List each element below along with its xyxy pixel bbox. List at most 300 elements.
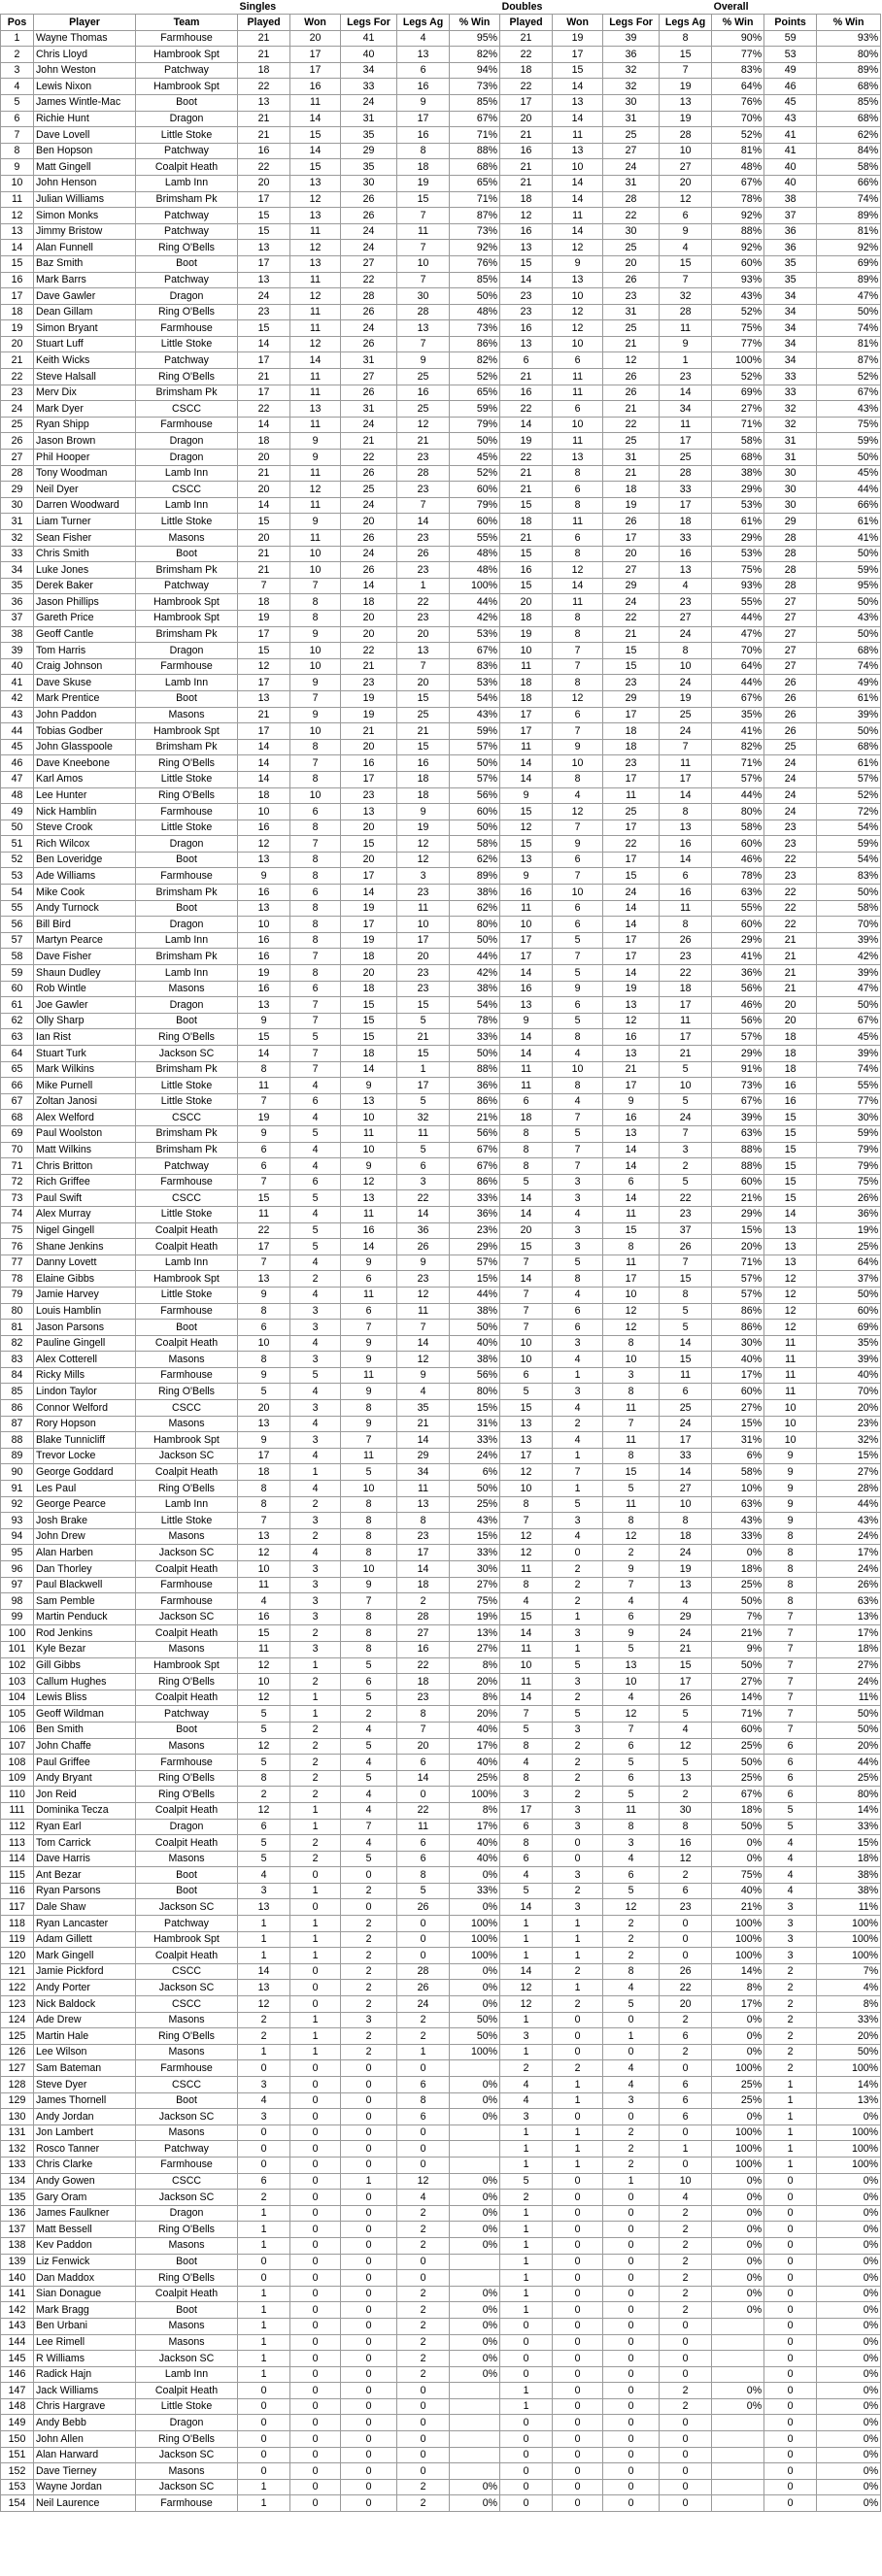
- cell-doubles-won: 0: [553, 2463, 603, 2480]
- cell-singles-won: 9: [290, 626, 341, 643]
- cell-doubles-legs-for: 11: [603, 1496, 660, 1513]
- cell-singles-legs-ag: 15: [397, 1046, 450, 1062]
- cell-overall-win-pct: 62%: [817, 127, 881, 144]
- cell-singles-played: 0: [238, 2415, 290, 2431]
- cell-singles-played: 22: [238, 79, 290, 95]
- cell-singles-won: 0: [290, 2205, 341, 2222]
- cell-doubles-legs-ag: 27: [660, 159, 712, 176]
- table-row: [1, 2254, 881, 2270]
- cell-doubles-played: 8: [500, 1835, 553, 1852]
- cell-doubles-win-pct: 0%: [712, 2173, 764, 2190]
- cell-overall-points: 0: [764, 2286, 817, 2302]
- cell-doubles-won: 7: [553, 820, 603, 836]
- cell-singles-win-pct: 6%: [450, 1464, 500, 1481]
- table-row: [1, 707, 881, 723]
- cell-doubles-legs-for: 14: [603, 965, 660, 982]
- cell-doubles-legs-for: 1: [603, 2173, 660, 2190]
- cell-team: Farmhouse: [136, 1303, 238, 1320]
- cell-doubles-win-pct: 56%: [712, 1013, 764, 1029]
- cell-singles-win-pct: 0%: [450, 2351, 500, 2367]
- cell-doubles-win-pct: 18%: [712, 1561, 764, 1578]
- cell-doubles-win-pct: 0%: [712, 2028, 764, 2045]
- group-doubles: Doubles: [500, 0, 712, 15]
- cell-singles-played: 8: [238, 1303, 290, 1320]
- cell-singles-won: 0: [290, 2479, 341, 2495]
- cell-doubles-legs-ag: 8: [660, 1287, 712, 1303]
- cell-singles-legs-for: 17: [341, 771, 397, 787]
- cell-singles-won: 0: [290, 1980, 341, 1996]
- cell-doubles-won: 4: [553, 787, 603, 804]
- cell-singles-legs-ag: 13: [397, 320, 450, 337]
- cell-doubles-legs-for: 22: [603, 610, 660, 626]
- cell-singles-played: 10: [238, 917, 290, 933]
- cell-singles-win-pct: 40%: [450, 1722, 500, 1738]
- cell-doubles-won: 2: [553, 1787, 603, 1803]
- cell-doubles-win-pct: [712, 2495, 764, 2512]
- cell-doubles-won: 0: [553, 2286, 603, 2302]
- cell-doubles-legs-ag: 4: [660, 1593, 712, 1610]
- cell-pos: 22: [1, 369, 34, 385]
- cell-overall-win-pct: 25%: [817, 1770, 881, 1787]
- cell-doubles-win-pct: 77%: [712, 47, 764, 63]
- cell-pos: 15: [1, 255, 34, 272]
- cell-overall-points: 0: [764, 2383, 817, 2399]
- cell-singles-played: 8: [238, 1352, 290, 1368]
- cell-overall-points: 4: [764, 1835, 817, 1852]
- cell-doubles-played: 18: [500, 514, 553, 530]
- cell-singles-legs-ag: 12: [397, 836, 450, 853]
- cell-singles-legs-for: 0: [341, 2109, 397, 2125]
- cell-singles-legs-ag: 18: [397, 159, 450, 176]
- cell-doubles-won: 2: [553, 1561, 603, 1578]
- cell-team: Masons: [136, 1641, 238, 1657]
- cell-doubles-legs-for: 7: [603, 1416, 660, 1432]
- cell-singles-legs-ag: 16: [397, 127, 450, 144]
- cell-doubles-legs-ag: 6: [660, 2109, 712, 2125]
- cell-pos: 109: [1, 1770, 34, 1787]
- cell-player: Alex Cotterell: [34, 1352, 136, 1368]
- cell-singles-won: 10: [290, 723, 341, 740]
- cell-doubles-legs-ag: 0: [660, 2479, 712, 2495]
- cell-doubles-legs-ag: 5: [660, 1093, 712, 1110]
- cell-singles-legs-ag: 0: [397, 2431, 450, 2448]
- cell-doubles-played: 0: [500, 2479, 553, 2495]
- cell-doubles-won: 17: [553, 47, 603, 63]
- cell-overall-points: 38: [764, 191, 817, 208]
- cell-singles-played: 21: [238, 111, 290, 127]
- cell-pos: 30: [1, 497, 34, 514]
- cell-doubles-legs-ag: 11: [660, 900, 712, 917]
- cell-doubles-legs-ag: 5: [660, 1303, 712, 1320]
- cell-overall-points: 27: [764, 658, 817, 675]
- cell-singles-legs-ag: 28: [397, 465, 450, 482]
- cell-pos: 106: [1, 1722, 34, 1738]
- cell-doubles-win-pct: 25%: [712, 1577, 764, 1593]
- cell-singles-legs-for: 19: [341, 932, 397, 949]
- cell-overall-win-pct: 26%: [817, 1190, 881, 1207]
- cell-doubles-legs-for: 15: [603, 868, 660, 885]
- cell-doubles-win-pct: 31%: [712, 1432, 764, 1449]
- table-row: [1, 836, 881, 853]
- cell-singles-played: 17: [238, 352, 290, 369]
- table-row: [1, 450, 881, 466]
- cell-singles-played: 14: [238, 739, 290, 755]
- cell-singles-win-pct: 100%: [450, 578, 500, 594]
- cell-singles-win-pct: 45%: [450, 450, 500, 466]
- cell-pos: 87: [1, 1416, 34, 1432]
- cell-singles-played: 11: [238, 1577, 290, 1593]
- cell-pos: 123: [1, 1996, 34, 2013]
- cell-doubles-legs-for: 2: [603, 1916, 660, 1932]
- cell-overall-points: 21: [764, 965, 817, 982]
- cell-doubles-win-pct: 60%: [712, 1174, 764, 1190]
- cell-doubles-legs-ag: 0: [660, 1916, 712, 1932]
- cell-pos: 105: [1, 1706, 34, 1723]
- cell-overall-points: 0: [764, 2190, 817, 2206]
- cell-pos: 144: [1, 2334, 34, 2351]
- cell-doubles-legs-for: 2: [603, 2124, 660, 2141]
- cell-overall-points: 26: [764, 723, 817, 740]
- cell-doubles-won: 5: [553, 1496, 603, 1513]
- cell-pos: 45: [1, 739, 34, 755]
- cell-singles-legs-for: 13: [341, 804, 397, 820]
- cell-doubles-legs-ag: 25: [660, 1400, 712, 1417]
- cell-doubles-win-pct: [712, 2463, 764, 2480]
- table-row: [1, 1255, 881, 1271]
- table-row: [1, 240, 881, 256]
- cell-singles-played: 3: [238, 1883, 290, 1899]
- cell-team: Coalpit Heath: [136, 2286, 238, 2302]
- cell-singles-legs-ag: 8: [397, 1706, 450, 1723]
- cell-singles-win-pct: 42%: [450, 965, 500, 982]
- cell-doubles-legs-for: 0: [603, 2447, 660, 2463]
- cell-singles-legs-ag: 7: [397, 240, 450, 256]
- cell-doubles-legs-for: 31: [603, 111, 660, 127]
- cell-doubles-legs-for: 23: [603, 288, 660, 305]
- cell-pos: 140: [1, 2270, 34, 2287]
- cell-doubles-played: 14: [500, 1963, 553, 1980]
- cell-doubles-legs-ag: 24: [660, 723, 712, 740]
- cell-player: Jon Lambert: [34, 2124, 136, 2141]
- cell-team: Coalpit Heath: [136, 1561, 238, 1578]
- cell-singles-legs-for: 31: [341, 352, 397, 369]
- cell-doubles-legs-ag: 0: [660, 2124, 712, 2141]
- cell-overall-points: 4: [764, 1883, 817, 1899]
- cell-player: Tom Carrick: [34, 1835, 136, 1852]
- cell-overall-win-pct: 77%: [817, 1093, 881, 1110]
- table-row: [1, 2302, 881, 2319]
- cell-overall-points: 33: [764, 385, 817, 401]
- cell-singles-legs-ag: 23: [397, 610, 450, 626]
- cell-doubles-won: 3: [553, 1335, 603, 1352]
- cell-overall-points: 22: [764, 900, 817, 917]
- cell-overall-win-pct: 24%: [817, 1561, 881, 1578]
- cell-doubles-won: 0: [553, 2012, 603, 2028]
- cell-overall-win-pct: 93%: [817, 30, 881, 47]
- cell-doubles-legs-for: 22: [603, 208, 660, 224]
- cell-doubles-legs-ag: 2: [660, 2237, 712, 2254]
- cell-singles-win-pct: 50%: [450, 1481, 500, 1497]
- cell-doubles-win-pct: 29%: [712, 1046, 764, 1062]
- cell-singles-win-pct: 33%: [450, 1545, 500, 1561]
- cell-doubles-win-pct: 67%: [712, 1093, 764, 1110]
- cell-overall-win-pct: 68%: [817, 111, 881, 127]
- cell-singles-legs-for: 0: [341, 2431, 397, 2448]
- cell-overall-points: 15: [764, 1110, 817, 1126]
- cell-player: Les Paul: [34, 1481, 136, 1497]
- cell-overall-win-pct: 70%: [817, 917, 881, 933]
- cell-singles-legs-ag: 23: [397, 1528, 450, 1545]
- cell-singles-played: 17: [238, 255, 290, 272]
- cell-singles-legs-ag: 5: [397, 1093, 450, 1110]
- cell-doubles-win-pct: 33%: [712, 1528, 764, 1545]
- cell-overall-points: 1: [764, 2092, 817, 2109]
- cell-doubles-played: 6: [500, 1851, 553, 1867]
- cell-doubles-win-pct: 27%: [712, 1674, 764, 1690]
- cell-singles-win-pct: 0%: [450, 2495, 500, 2512]
- cell-doubles-played: 8: [500, 1158, 553, 1175]
- cell-overall-win-pct: 74%: [817, 191, 881, 208]
- cell-team: Coalpit Heath: [136, 1335, 238, 1352]
- cell-overall-points: 0: [764, 2302, 817, 2319]
- cell-player: John Paddon: [34, 707, 136, 723]
- cell-singles-legs-ag: 0: [397, 2124, 450, 2141]
- cell-player: Chris Clarke: [34, 2157, 136, 2173]
- cell-team: Boot: [136, 1867, 238, 1884]
- cell-pos: 17: [1, 288, 34, 305]
- cell-team: Jackson SC: [136, 1545, 238, 1561]
- cell-player: Gary Oram: [34, 2190, 136, 2206]
- cell-doubles-win-pct: 44%: [712, 787, 764, 804]
- cell-doubles-won: 2: [553, 2060, 603, 2077]
- cell-doubles-legs-ag: 4: [660, 240, 712, 256]
- cell-doubles-played: 17: [500, 707, 553, 723]
- cell-overall-points: 23: [764, 836, 817, 853]
- cell-singles-played: 11: [238, 1078, 290, 1094]
- cell-singles-won: 3: [290, 1303, 341, 1320]
- cell-overall-win-pct: 0%: [817, 2222, 881, 2238]
- cell-singles-won: 0: [290, 2190, 341, 2206]
- table-row: [1, 175, 881, 191]
- cell-doubles-legs-ag: 24: [660, 675, 712, 691]
- cell-player: Dave Lovell: [34, 127, 136, 144]
- cell-singles-legs-ag: 13: [397, 643, 450, 659]
- cell-doubles-legs-ag: 33: [660, 482, 712, 498]
- cell-doubles-legs-for: 18: [603, 739, 660, 755]
- cell-singles-won: 5: [290, 1222, 341, 1239]
- column-header-row: [1, 15, 881, 31]
- cell-doubles-legs-ag: 2: [660, 2383, 712, 2399]
- cell-player: R Williams: [34, 2351, 136, 2367]
- cell-doubles-legs-for: 8: [603, 1819, 660, 1835]
- cell-doubles-win-pct: 77%: [712, 336, 764, 352]
- cell-doubles-won: 0: [553, 2318, 603, 2334]
- table-row: [1, 1142, 881, 1158]
- cell-doubles-played: 14: [500, 417, 553, 433]
- cell-singles-win-pct: 67%: [450, 111, 500, 127]
- cell-doubles-legs-for: 6: [603, 1174, 660, 1190]
- cell-team: Farmhouse: [136, 2157, 238, 2173]
- cell-singles-won: 4: [290, 1335, 341, 1352]
- cell-overall-points: 28: [764, 546, 817, 562]
- cell-doubles-legs-ag: 12: [660, 1851, 712, 1867]
- cell-doubles-legs-for: 25: [603, 804, 660, 820]
- cell-singles-legs-ag: 6: [397, 1835, 450, 1852]
- table-row: [1, 739, 881, 755]
- cell-singles-played: 13: [238, 1271, 290, 1288]
- cell-doubles-won: 14: [553, 111, 603, 127]
- cell-doubles-played: 14: [500, 771, 553, 787]
- cell-team: Hambrook Spt: [136, 1931, 238, 1948]
- cell-doubles-played: 21: [500, 482, 553, 498]
- cell-doubles-legs-for: 21: [603, 336, 660, 352]
- cell-overall-win-pct: 100%: [817, 2157, 881, 2173]
- cell-doubles-legs-ag: 20: [660, 1996, 712, 2013]
- cell-pos: 96: [1, 1561, 34, 1578]
- cell-overall-points: 8: [764, 1593, 817, 1610]
- cell-overall-win-pct: 50%: [817, 546, 881, 562]
- cell-singles-won: 5: [290, 1125, 341, 1142]
- cell-singles-legs-ag: 17: [397, 932, 450, 949]
- cell-doubles-won: 2: [553, 1416, 603, 1432]
- cell-doubles-legs-ag: 9: [660, 336, 712, 352]
- cell-doubles-played: 5: [500, 1384, 553, 1400]
- cell-pos: 88: [1, 1432, 34, 1449]
- cell-singles-legs-for: 8: [341, 1609, 397, 1625]
- cell-team: Jackson SC: [136, 2351, 238, 2367]
- table-row: [1, 2124, 881, 2141]
- cell-singles-played: 1: [238, 2302, 290, 2319]
- cell-doubles-won: 2: [553, 1770, 603, 1787]
- cell-singles-won: 1: [290, 1706, 341, 1723]
- cell-pos: 3: [1, 62, 34, 79]
- cell-doubles-win-pct: 27%: [712, 401, 764, 418]
- cell-singles-won: 11: [290, 304, 341, 320]
- table-row: [1, 723, 881, 740]
- cell-singles-played: 13: [238, 1899, 290, 1916]
- cell-doubles-played: 1: [500, 1931, 553, 1948]
- cell-doubles-win-pct: 0%: [712, 1835, 764, 1852]
- cell-doubles-won: 1: [553, 2077, 603, 2093]
- cell-doubles-legs-for: 15: [603, 1222, 660, 1239]
- table-row: [1, 255, 881, 272]
- cell-singles-legs-ag: 35: [397, 1400, 450, 1417]
- cell-singles-legs-ag: 14: [397, 1770, 450, 1787]
- cell-doubles-legs-ag: 17: [660, 1029, 712, 1046]
- cell-team: Dragon: [136, 1819, 238, 1835]
- cell-team: Lamb Inn: [136, 1255, 238, 1271]
- cell-doubles-win-pct: 61%: [712, 514, 764, 530]
- cell-pos: 65: [1, 1061, 34, 1078]
- cell-singles-legs-ag: 14: [397, 514, 450, 530]
- cell-pos: 80: [1, 1303, 34, 1320]
- cell-singles-played: 5: [238, 1706, 290, 1723]
- cell-singles-played: 15: [238, 1190, 290, 1207]
- cell-doubles-won: 0: [553, 2205, 603, 2222]
- cell-singles-legs-ag: 0: [397, 2157, 450, 2173]
- cell-singles-legs-for: 21: [341, 433, 397, 450]
- cell-singles-win-pct: 44%: [450, 949, 500, 965]
- cell-singles-win-pct: 36%: [450, 1206, 500, 1222]
- cell-overall-points: 12: [764, 1287, 817, 1303]
- cell-doubles-played: 22: [500, 47, 553, 63]
- cell-doubles-legs-ag: 18: [660, 981, 712, 997]
- cell-doubles-played: 1: [500, 2398, 553, 2415]
- cell-singles-legs-ag: 0: [397, 2383, 450, 2399]
- table-row: [1, 1625, 881, 1642]
- cell-doubles-win-pct: 58%: [712, 433, 764, 450]
- cell-player: Dominika Tecza: [34, 1802, 136, 1819]
- cell-overall-points: 1: [764, 2124, 817, 2141]
- cell-doubles-played: 9: [500, 868, 553, 885]
- cell-singles-legs-for: 40: [341, 47, 397, 63]
- cell-singles-played: 0: [238, 2060, 290, 2077]
- cell-doubles-legs-for: 5: [603, 1787, 660, 1803]
- cell-singles-legs-ag: 22: [397, 594, 450, 611]
- cell-singles-legs-for: 24: [341, 94, 397, 111]
- cell-overall-points: 15: [764, 1174, 817, 1190]
- cell-doubles-won: 2: [553, 1577, 603, 1593]
- cell-player: Trevor Locke: [34, 1448, 136, 1464]
- cell-singles-legs-ag: 12: [397, 852, 450, 868]
- cell-doubles-win-pct: 38%: [712, 465, 764, 482]
- cell-singles-win-pct: 56%: [450, 787, 500, 804]
- cell-singles-win-pct: 48%: [450, 304, 500, 320]
- cell-overall-win-pct: 37%: [817, 1271, 881, 1288]
- cell-doubles-won: 4: [553, 1093, 603, 1110]
- cell-doubles-legs-ag: 1: [660, 352, 712, 369]
- cell-doubles-legs-for: 11: [603, 1206, 660, 1222]
- col-header-overall-win-pct: % Win: [817, 15, 881, 31]
- cell-singles-played: 12: [238, 1657, 290, 1674]
- table-row: [1, 94, 881, 111]
- cell-overall-points: 1: [764, 2141, 817, 2158]
- cell-overall-win-pct: 20%: [817, 1738, 881, 1755]
- cell-team: Masons: [136, 2044, 238, 2060]
- cell-singles-played: 0: [238, 2383, 290, 2399]
- cell-singles-legs-for: 9: [341, 1255, 397, 1271]
- cell-doubles-legs-ag: 16: [660, 1835, 712, 1852]
- cell-doubles-legs-for: 6: [603, 1770, 660, 1787]
- cell-singles-legs-ag: 19: [397, 820, 450, 836]
- cell-overall-points: 24: [764, 787, 817, 804]
- col-header-singles-legs-ag: Legs Ag: [397, 15, 450, 31]
- cell-pos: 79: [1, 1287, 34, 1303]
- cell-doubles-legs-ag: 6: [660, 2028, 712, 2045]
- cell-doubles-won: 10: [553, 417, 603, 433]
- cell-singles-played: 9: [238, 868, 290, 885]
- cell-pos: 148: [1, 2398, 34, 2415]
- cell-doubles-legs-for: 21: [603, 626, 660, 643]
- cell-singles-played: 20: [238, 175, 290, 191]
- cell-doubles-legs-for: 9: [603, 1625, 660, 1642]
- cell-player: Paul Blackwell: [34, 1577, 136, 1593]
- cell-overall-win-pct: 66%: [817, 497, 881, 514]
- cell-singles-won: 3: [290, 1320, 341, 1336]
- cell-pos: 82: [1, 1335, 34, 1352]
- cell-overall-points: 24: [764, 771, 817, 787]
- cell-overall-points: 0: [764, 2318, 817, 2334]
- cell-doubles-played: 18: [500, 1110, 553, 1126]
- cell-doubles-played: 16: [500, 223, 553, 240]
- cell-overall-points: 27: [764, 643, 817, 659]
- cell-doubles-won: 13: [553, 450, 603, 466]
- cell-doubles-legs-ag: 2: [660, 2044, 712, 2060]
- cell-singles-legs-for: 12: [341, 1174, 397, 1190]
- cell-doubles-legs-ag: 8: [660, 917, 712, 933]
- cell-singles-legs-for: 0: [341, 2254, 397, 2270]
- cell-pos: 14: [1, 240, 34, 256]
